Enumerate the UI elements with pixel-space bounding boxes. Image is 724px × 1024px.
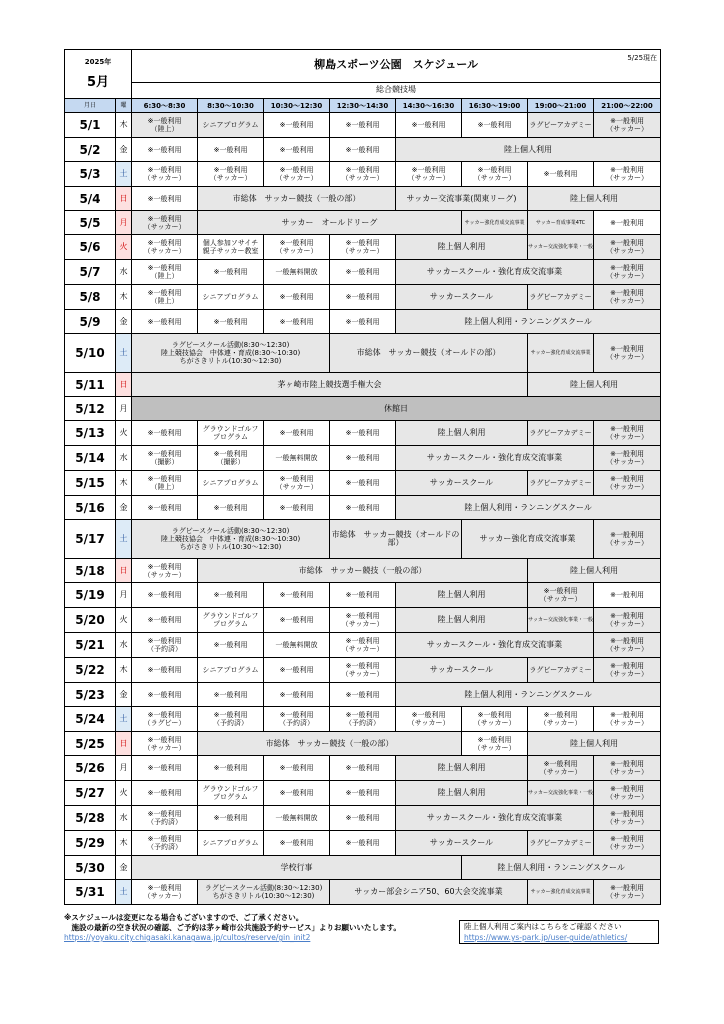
schedule-cell: ※一般利用 (198, 260, 264, 285)
schedule-row (65, 756, 661, 781)
schedule-cell: 市総体 サッカー競技（一般の部） (198, 732, 462, 756)
schedule-cell: サッカー強化育成交流事業 (462, 211, 528, 235)
column-header: 8:30～10:30 (198, 99, 264, 113)
column-header: 21:00～22:00 (594, 99, 661, 113)
schedule-cell: 陸上個人利用 (528, 187, 661, 211)
schedule-cell: 一般無料開放 (264, 260, 330, 285)
schedule-cell: シニアプログラム (198, 285, 264, 310)
weekday-cell: 火 (116, 781, 132, 806)
schedule-cell: ※一般利用 （サッカー） (132, 732, 198, 756)
schedule-cell: ※一般利用 (264, 583, 330, 608)
weekday-cell: 金 (116, 310, 132, 334)
schedule-cell: ラグビースクール活動(8:30～12:30) 陸上競技協会 中体連・育成(8:30～10:30) ちがさきリトル(10:30～12:30) (132, 334, 330, 373)
column-header: 月日 (65, 99, 116, 113)
schedule-cell: サッカー交流強化事業・一般 (528, 781, 594, 806)
weekday-cell: 土 (116, 707, 132, 732)
schedule-cell: ※一般利用 (330, 113, 396, 138)
schedule-cell: ※一般利用 （予約済） (132, 806, 198, 831)
title-cell (132, 50, 661, 83)
schedule-cell: 一般無料開放 (264, 633, 330, 658)
schedule-cell: ※一般利用 （サッカー） (594, 658, 661, 683)
column-header: 12:30～14:30 (330, 99, 396, 113)
schedule-row (65, 334, 661, 373)
date-cell: 5/22 (65, 658, 116, 683)
schedule-cell: ※一般利用 （陸上） (132, 260, 198, 285)
schedule-cell: ※一般利用 （サッカー） (330, 162, 396, 187)
weekday-cell: 月 (116, 397, 132, 421)
schedule-cell: ※一般利用 （サッカー） (594, 633, 661, 658)
footnote-line2: 施設の最新の空き状況の確認、ご予約は茅ヶ崎市公共施設予約サービス」よりお願いいたします。 (64, 923, 401, 932)
schedule-cell: ※一般利用 (330, 781, 396, 806)
schedule-cell: サッカースクール (396, 658, 528, 683)
schedule-cell: ※一般利用 （サッカー） (594, 756, 661, 781)
schedule-cell: ※一般利用 （サッカー） (198, 162, 264, 187)
venue-label: 総合競技場 (132, 82, 661, 98)
schedule-cell: ※一般利用 （サッカー） (594, 113, 661, 138)
date-cell: 5/30 (65, 856, 116, 880)
schedule-cell: ※一般利用 (264, 756, 330, 781)
column-header: 曜 (116, 99, 132, 113)
schedule-cell: ※一般利用 (330, 756, 396, 781)
schedule-cell: ※一般利用 (264, 608, 330, 633)
schedule-cell: 陸上個人利用 (396, 756, 528, 781)
schedule-row (65, 471, 661, 496)
schedule-cell: ※一般利用 （ラグビー） (132, 707, 198, 732)
weekday-cell: 水 (116, 806, 132, 831)
schedule-cell: ※一般利用 （サッカー） (594, 806, 661, 831)
schedule-cell: ※一般利用 （サッカー） (594, 421, 661, 446)
schedule-cell: ※一般利用 (330, 496, 396, 520)
schedule-cell: 市総体 サッカー競技（オールドの部） (330, 520, 462, 559)
schedule-cell: ※一般利用 (132, 658, 198, 683)
schedule-cell: ※一般利用 （サッカー） (330, 235, 396, 260)
schedule-cell: シニアプログラム (198, 658, 264, 683)
schedule-cell: ※一般利用 （サッカー） (396, 162, 462, 187)
schedule-cell: ※一般利用 (264, 421, 330, 446)
column-header: 14:30～16:30 (396, 99, 462, 113)
weekday-cell: 木 (116, 113, 132, 138)
schedule-cell: ※一般利用 (396, 113, 462, 138)
schedule-row (65, 633, 661, 658)
schedule-cell: 陸上個人利用・ランニングスクール (462, 856, 661, 880)
schedule-cell: ※一般利用 (330, 421, 396, 446)
date-cell: 5/23 (65, 683, 116, 707)
column-header: 10:30～12:30 (264, 99, 330, 113)
schedule-row (65, 683, 661, 707)
schedule-cell: ※一般利用 (132, 421, 198, 446)
weekday-cell: 土 (116, 162, 132, 187)
schedule-row (65, 583, 661, 608)
schedule-cell: 陸上個人利用・ランニングスクール (396, 683, 661, 707)
schedule-row (65, 831, 661, 856)
schedule-cell: ※一般利用 （サッカー） (594, 781, 661, 806)
schedule-cell: ※一般利用 （予約済） (264, 707, 330, 732)
schedule-cell: ※一般利用 （サッカー） (594, 334, 661, 373)
schedule-cell: ラグビースクール活動(8:30～12:30) ちがさきリトル(10:30～12:30) (198, 880, 330, 905)
schedule-cell: ※一般利用 (264, 831, 330, 856)
date-cell: 5/26 (65, 756, 116, 781)
schedule-cell: ※一般利用 （サッカー） (264, 471, 330, 496)
schedule-cell: ※一般利用 （サッカー） (132, 559, 198, 583)
date-cell: 5/11 (65, 373, 116, 397)
schedule-cell: ※一般利用 （サッカー） (594, 471, 661, 496)
date-cell: 5/14 (65, 446, 116, 471)
schedule-row (65, 781, 661, 806)
date-cell: 5/4 (65, 187, 116, 211)
schedule-cell: ※一般利用 (198, 138, 264, 162)
schedule-cell: サッカー交流事業(関東リーグ) (396, 187, 528, 211)
schedule-cell: ※一般利用 （サッカー） (594, 707, 661, 732)
schedule-row (65, 496, 661, 520)
weekday-cell: 日 (116, 373, 132, 397)
schedule-row (65, 187, 661, 211)
column-header: 6:30～8:30 (132, 99, 198, 113)
weekday-cell: 木 (116, 831, 132, 856)
schedule-cell: ※一般利用 (198, 756, 264, 781)
schedule-cell: ※一般利用 (264, 496, 330, 520)
schedule-cell: ※一般利用 (264, 781, 330, 806)
schedule-cell: サッカースクール (396, 831, 528, 856)
schedule-table (64, 49, 661, 905)
schedule-cell: ※一般利用 （サッカー） (594, 880, 661, 905)
weekday-cell: 水 (116, 260, 132, 285)
schedule-cell: ※一般利用 （サッカー） (528, 756, 594, 781)
weekday-cell: 月 (116, 583, 132, 608)
schedule-row (65, 732, 661, 756)
schedule-row (65, 520, 661, 559)
schedule-cell: ※一般利用 （サッカー） (462, 707, 528, 732)
date-cell: 5/27 (65, 781, 116, 806)
schedule-cell: 陸上個人利用 (396, 781, 528, 806)
date-cell: 5/8 (65, 285, 116, 310)
schedule-cell: ※一般利用 (198, 633, 264, 658)
athletics-link[interactable]: https://www.ys-park.jp/user-guide/athletics/ (464, 933, 628, 942)
weekday-cell: 月 (116, 756, 132, 781)
schedule-sheet (64, 49, 660, 905)
schedule-cell: ※一般利用 （サッカー） (594, 260, 661, 285)
schedule-cell: 陸上個人利用 (396, 608, 528, 633)
schedule-cell: サッカー交流強化事業・一般 (528, 608, 594, 633)
schedule-cell: ※一般利用 (594, 211, 661, 235)
schedule-cell: サッカー育成事業4TC (528, 211, 594, 235)
schedule-cell: 陸上個人利用・ランニングスクール (396, 496, 661, 520)
schedule-cell: ※一般利用 （サッカー） (594, 235, 661, 260)
schedule-cell: ※一般利用 (132, 138, 198, 162)
schedule-cell: グラウンドゴルフ プログラム (198, 608, 264, 633)
schedule-cell: ※一般利用 （サッカー） (132, 162, 198, 187)
date-cell: 5/10 (65, 334, 116, 373)
schedule-cell: 陸上個人利用 (528, 373, 661, 397)
schedule-cell: ※一般利用 （予約済） (330, 707, 396, 732)
date-cell: 5/3 (65, 162, 116, 187)
schedule-cell: ※一般利用 （撮影） (198, 446, 264, 471)
date-cell: 5/1 (65, 113, 116, 138)
athletics-info-text: 陸上個人利用ご案内はこちらをご確認ください (464, 922, 622, 931)
date-cell: 5/29 (65, 831, 116, 856)
schedule-cell: ※一般利用 (462, 113, 528, 138)
schedule-cell: ※一般利用 (132, 756, 198, 781)
schedule-cell: ※一般利用 (264, 683, 330, 707)
column-header-row (65, 99, 661, 113)
weekday-cell: 火 (116, 235, 132, 260)
schedule-cell: ※一般利用 (198, 310, 264, 334)
date-cell: 5/13 (65, 421, 116, 446)
schedule-row (65, 211, 661, 235)
schedule-cell: ※一般利用 （サッカー） (132, 880, 198, 905)
schedule-cell: ※一般利用 （サッカー） (330, 608, 396, 633)
date-cell: 5/17 (65, 520, 116, 559)
schedule-cell: ※一般利用 (198, 583, 264, 608)
schedule-cell: ※一般利用 (132, 496, 198, 520)
weekday-cell: 月 (116, 211, 132, 235)
schedule-cell: ※一般利用 (528, 162, 594, 187)
date-cell: 5/12 (65, 397, 116, 421)
schedule-cell: 陸上個人利用 (396, 235, 528, 260)
schedule-cell: ※一般利用 (330, 683, 396, 707)
schedule-cell: ※一般利用 (132, 683, 198, 707)
schedule-cell: ※一般利用 (330, 831, 396, 856)
date-cell: 5/5 (65, 211, 116, 235)
date-cell: 5/31 (65, 880, 116, 905)
schedule-cell: サッカー オールドリーグ (198, 211, 462, 235)
schedule-cell: ※一般利用 (330, 583, 396, 608)
schedule-cell: ※一般利用 （サッカー） (528, 583, 594, 608)
schedule-cell: ラグビースクール活動(8:30～12:30) 陸上競技協会 中体連・育成(8:30～10:30) ちがさきリトル(10:30～12:30) (132, 520, 330, 559)
weekday-cell: 日 (116, 187, 132, 211)
schedule-cell: ※一般利用 （サッカー） (462, 732, 528, 756)
schedule-row (65, 260, 661, 285)
schedule-cell: ※一般利用 (132, 583, 198, 608)
schedule-cell: 陸上個人利用 (528, 732, 661, 756)
weekday-cell: 水 (116, 446, 132, 471)
schedule-cell: 陸上個人利用 (396, 421, 528, 446)
schedule-cell: ※一般利用 （サッカー） (594, 446, 661, 471)
schedule-row (65, 806, 661, 831)
weekday-cell: 日 (116, 732, 132, 756)
schedule-cell: 市総体 サッカー競技（一般の部） (198, 559, 528, 583)
schedule-row (65, 446, 661, 471)
date-cell: 5/19 (65, 583, 116, 608)
schedule-row (65, 658, 661, 683)
schedule-cell: ラグビーアカデミー (528, 831, 594, 856)
date-cell: 5/2 (65, 138, 116, 162)
schedule-cell: ※一般利用 （撮影） (132, 446, 198, 471)
schedule-cell: グラウンドゴルフ プログラム (198, 781, 264, 806)
date-cell: 5/24 (65, 707, 116, 732)
schedule-row (65, 397, 661, 421)
weekday-cell: 土 (116, 520, 132, 559)
schedule-cell: ※一般利用 （サッカー） (594, 608, 661, 633)
schedule-cell: ※一般利用 (264, 658, 330, 683)
schedule-cell: ※一般利用 （サッカー） (330, 658, 396, 683)
schedule-cell: ※一般利用 (264, 138, 330, 162)
schedule-cell: ラグビーアカデミー (528, 471, 594, 496)
schedule-cell: ※一般利用 （陸上） (132, 471, 198, 496)
schedule-cell: ※一般利用 (132, 781, 198, 806)
weekday-cell: 木 (116, 285, 132, 310)
schedule-row (65, 235, 661, 260)
year-label: 2025年 (84, 58, 112, 66)
schedule-cell: ※一般利用 (264, 285, 330, 310)
schedule-cell: サッカースクール (396, 285, 528, 310)
weekday-cell: 日 (116, 559, 132, 583)
schedule-cell: サッカー交流強化事業・一般 (528, 235, 594, 260)
schedule-cell: サッカースクール (396, 471, 528, 496)
month-cell (65, 50, 132, 99)
schedule-cell: ※一般利用 (330, 138, 396, 162)
schedule-row (65, 421, 661, 446)
schedule-cell: 一般無料開放 (264, 806, 330, 831)
schedule-cell: ※一般利用 (264, 113, 330, 138)
weekday-cell: 木 (116, 658, 132, 683)
column-header: 19:00～21:00 (528, 99, 594, 113)
schedule-cell: ※一般利用 （予約済） (198, 707, 264, 732)
schedule-cell: ※一般利用 (330, 446, 396, 471)
schedule-cell: シニアプログラム (198, 831, 264, 856)
date-cell: 5/25 (65, 732, 116, 756)
weekday-cell: 金 (116, 496, 132, 520)
weekday-cell: 火 (116, 421, 132, 446)
schedule-cell: ※一般利用 (594, 583, 661, 608)
date-cell: 5/7 (65, 260, 116, 285)
schedule-row (65, 113, 661, 138)
weekday-cell: 金 (116, 138, 132, 162)
schedule-cell: ※一般利用 （サッカー） (396, 707, 462, 732)
schedule-cell: ※一般利用 (330, 310, 396, 334)
schedule-cell: サッカー部会シニア50、60大会交流事業 (330, 880, 528, 905)
schedule-row (65, 138, 661, 162)
schedule-cell: ※一般利用 (132, 608, 198, 633)
schedule-cell: 陸上個人利用 (396, 138, 661, 162)
schedule-row (65, 856, 661, 880)
date-cell: 5/6 (65, 235, 116, 260)
schedule-cell: サッカースクール・強化育成交流事業 (396, 446, 594, 471)
weekday-cell: 金 (116, 683, 132, 707)
date-cell: 5/20 (65, 608, 116, 633)
schedule-cell: 一般無料開放 (264, 446, 330, 471)
schedule-cell: ※一般利用 （陸上） (132, 113, 198, 138)
schedule-cell: 休館日 (132, 397, 661, 421)
schedule-cell: ※一般利用 （サッカー） (594, 285, 661, 310)
schedule-cell: ※一般利用 （サッカー） (462, 162, 528, 187)
schedule-cell: ラグビーアカデミー (528, 658, 594, 683)
schedule-cell: 学校行事 (132, 856, 462, 880)
as-of-date: 5/25現在 (627, 54, 658, 62)
schedule-cell: ※一般利用 (330, 471, 396, 496)
schedule-cell: ※一般利用 (198, 806, 264, 831)
schedule-cell: ※一般利用 （サッカー） (264, 235, 330, 260)
date-cell: 5/16 (65, 496, 116, 520)
athletics-info-box (459, 920, 659, 944)
schedule-cell: ※一般利用 (330, 806, 396, 831)
schedule-row (65, 162, 661, 187)
schedule-row (65, 285, 661, 310)
schedule-cell: 陸上個人利用 (396, 583, 528, 608)
schedule-cell: ラグビーアカデミー (528, 421, 594, 446)
schedule-cell: ※一般利用 (198, 683, 264, 707)
schedule-cell: ※一般利用 (330, 260, 396, 285)
schedule-cell: 陸上個人利用・ランニングスクール (396, 310, 661, 334)
schedule-cell: 市総体 サッカー競技（一般の部） (198, 187, 396, 211)
schedule-cell: 個人参加ソサイチ 親子サッカー教室 (198, 235, 264, 260)
schedule-cell: ※一般利用 （サッカー） (594, 162, 661, 187)
date-cell: 5/15 (65, 471, 116, 496)
schedule-cell: ※一般利用 （予約済） (132, 633, 198, 658)
schedule-cell: ※一般利用 (198, 496, 264, 520)
reservation-link[interactable]: https://yoyaku.city.chigasaki.kanagawa.jp/cultos/reserve/gin_init2 (64, 933, 311, 942)
schedule-cell: ※一般利用 （予約済） (132, 831, 198, 856)
schedule-cell: ラグビーアカデミー (528, 113, 594, 138)
schedule-cell: ※一般利用 （サッカー） (528, 707, 594, 732)
schedule-cell: サッカー強化育成交流事業 (528, 880, 594, 905)
schedule-cell: ※一般利用 (330, 285, 396, 310)
date-cell: 5/9 (65, 310, 116, 334)
schedule-cell: サッカー強化育成交流事業 (528, 334, 594, 373)
schedule-cell: ※一般利用 （サッカー） (132, 235, 198, 260)
schedule-cell: ※一般利用 （サッカー） (264, 162, 330, 187)
schedule-row (65, 310, 661, 334)
schedule-cell: 市総体 サッカー競技（オールドの部） (330, 334, 528, 373)
schedule-cell: サッカー強化育成交流事業 (462, 520, 594, 559)
schedule-cell: ※一般利用 (264, 310, 330, 334)
weekday-cell: 土 (116, 880, 132, 905)
schedule-row (65, 559, 661, 583)
schedule-cell: サッカースクール・強化育成交流事業 (396, 806, 594, 831)
date-cell: 5/21 (65, 633, 116, 658)
schedule-cell: サッカースクール・強化育成交流事業 (396, 260, 594, 285)
schedule-row (65, 373, 661, 397)
schedule-cell: ※一般利用 （陸上） (132, 285, 198, 310)
weekday-cell: 土 (116, 334, 132, 373)
schedule-row (65, 608, 661, 633)
schedule-cell: ラグビーアカデミー (528, 285, 594, 310)
schedule-cell: ※一般利用 （サッカー） (594, 831, 661, 856)
column-header: 16:30～19:00 (462, 99, 528, 113)
weekday-cell: 火 (116, 608, 132, 633)
schedule-cell: ※一般利用 （サッカー） (594, 520, 661, 559)
schedule-cell: ※一般利用 (132, 310, 198, 334)
schedule-cell: シニアプログラム (198, 471, 264, 496)
schedule-row (65, 880, 661, 905)
schedule-cell: ※一般利用 （サッカー） (132, 211, 198, 235)
footnote-line1: ※スケジュールは変更になる場合もございますので、ご了承ください。 (64, 913, 304, 922)
month-label: 5月 (86, 75, 110, 90)
weekday-cell: 金 (116, 856, 132, 880)
page-title: 柳島スポーツ公園 スケジュール (314, 58, 478, 72)
schedule-cell: 陸上個人利用 (528, 559, 661, 583)
schedule-cell: ※一般利用 (132, 187, 198, 211)
weekday-cell: 木 (116, 471, 132, 496)
date-cell: 5/28 (65, 806, 116, 831)
schedule-cell: サッカースクール・強化育成交流事業 (396, 633, 594, 658)
schedule-cell: シニアプログラム (198, 113, 264, 138)
schedule-row (65, 707, 661, 732)
schedule-cell: ※一般利用 （サッカー） (330, 633, 396, 658)
footnote (64, 913, 454, 943)
schedule-cell: 茅ヶ崎市陸上競技選手権大会 (132, 373, 528, 397)
weekday-cell: 水 (116, 633, 132, 658)
schedule-cell: グラウンドゴルフ プログラム (198, 421, 264, 446)
date-cell: 5/18 (65, 559, 116, 583)
